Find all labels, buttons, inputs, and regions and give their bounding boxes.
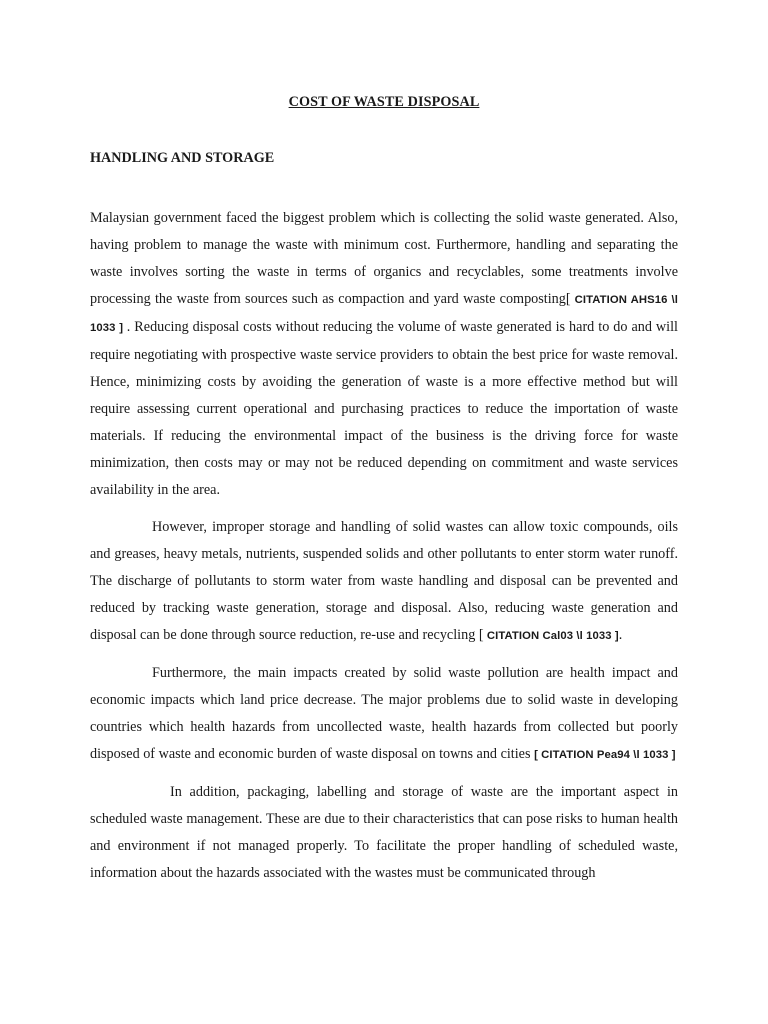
paragraph-2-text-continued: . (618, 627, 623, 643)
document-body (90, 205, 678, 888)
document-title: COST OF WASTE DISPOSAL (288, 94, 480, 110)
paragraph-gap (90, 769, 678, 779)
paragraph-gap (90, 650, 678, 660)
paragraph-3 (90, 660, 678, 769)
paragraph-2-text: However, improper storage and handling of solid wastes can allow toxic compounds, oils and greases, heavy metals, nutrients, suspended solids and other pollutants to enter storm water runoff. The discharge of pollutants to storm water from waste handling and disposal can be prevented and reduced by tracking waste generation, storage and disposal. Also, reducing waste generation and disposal can be done through source reduction, re-use and recycling [ (90, 519, 678, 643)
citation-pea94: [ CITATION Pea94 \l 1033 ] (534, 749, 676, 761)
paragraph-3-text: Furthermore, the main impacts created by solid waste pollution are health impact and economic impacts which land price decrease. The major problems due to solid waste in developing countries which health hazards from uncollected waste, health hazards from collected but poorly disposed of waste and economic burden of waste disposal on towns and cities (90, 665, 678, 762)
paragraph-2 (90, 514, 678, 650)
paragraph-4 (90, 779, 678, 888)
paragraph-gap (90, 504, 678, 514)
citation-ahs16: CITATION AHS16 \l 1033 ] (90, 294, 678, 334)
section-heading: HANDLING AND STORAGE (90, 150, 275, 166)
paragraph-1-text-continued: . Reducing disposal costs without reducing the volume of waste generated is hard to do and will require negotiating with prospective waste service providers to obtain the best price for waste removal. Hence, minimizing costs by avoiding the generation of waste is a more effective method but will require assessing current operational and purchasing practices to reduce the importation of waste materials. If reducing the environmental impact of the business is the driving force for waste minimization, then costs may or may not be reduced depending on commitment and waste services availability in the area. (90, 319, 678, 498)
paragraph-1 (90, 205, 678, 504)
paragraph-4-text: In addition, packaging, labelling and storage of waste are the important aspect in scheduled waste management. These are due to their characteristics that can pose risks to human health and environment if not managed properly. To facilitate the proper handling of scheduled waste, information about the hazards associated with the wastes must be communicated through (90, 784, 678, 881)
paragraph-1-text: Malaysian government faced the biggest problem which is collecting the solid waste generated. Also, having problem to manage the waste with minimum cost. Furthermore, handling and separating the waste involves sorting the waste in terms of organics and recyclables, some treatments involve processing the waste from sources such as compaction and yard waste composting[ (90, 210, 678, 307)
citation-cal03: CITATION Cal03 \l 1033 ] (483, 630, 619, 642)
